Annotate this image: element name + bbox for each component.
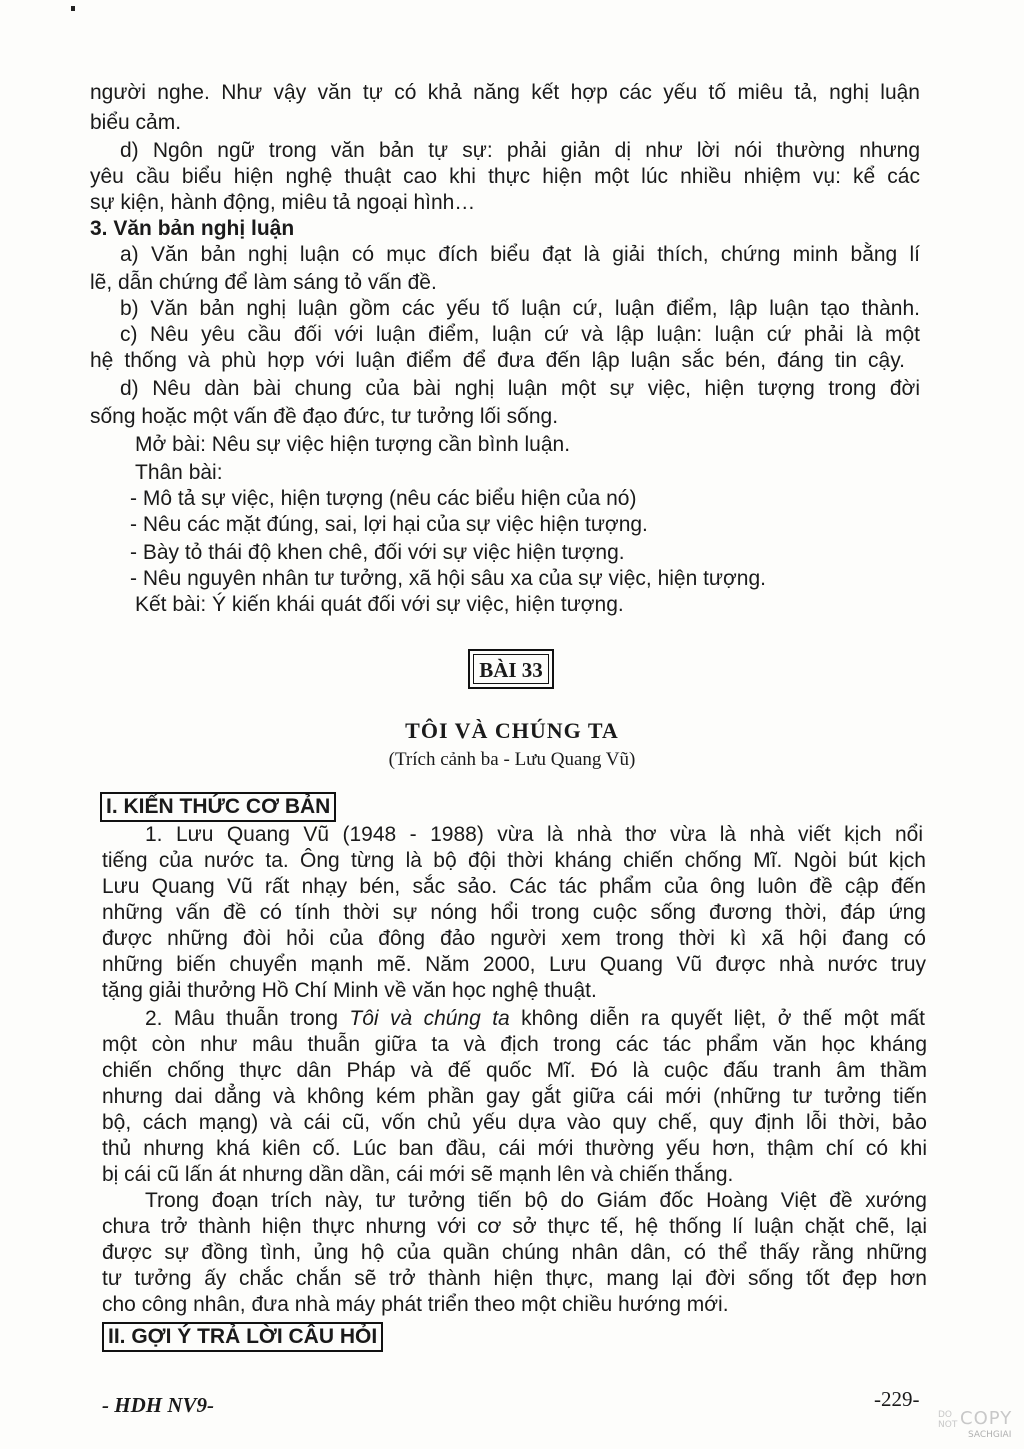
text-line: bị cái cũ lấn át nhưng dần dần, cái mới sẽ mạnh lên và chiến thắng.	[102, 1163, 734, 1186]
lesson-subtitle: (Trích cảnh ba - Lưu Quang Vũ)	[388, 749, 636, 770]
text-line: tặng giải thưởng Hồ Chí Minh về văn học nghệ thuật.	[102, 979, 597, 1002]
watermark-not: NOT	[938, 1420, 958, 1430]
text-line: một còn như mâu thuẫn giữa ta và địch trong các tác phẩm văn học kháng	[102, 1033, 927, 1056]
text-line: được những đòi hỏi của đông đảo người xem trong thời kì xã hội đang có	[102, 927, 926, 950]
text-line: bộ, cách mạng) và cái cũ, vốn chủ yếu dựa vào quy chế, quy định lỗi thời, bảo	[102, 1111, 927, 1134]
text-line: tiếng của nước ta. Ông từng là bộ đội thời kháng chiến chống Mĩ. Ngòi bút kịch	[102, 849, 926, 872]
text-line: Trong đoạn trích này, tư tưởng tiến bộ do Giám đốc Hoàng Việt đề xướng	[145, 1189, 927, 1212]
text-line: Kết bài: Ý kiến khái quát đối với sự việc, hiện tượng.	[135, 593, 624, 616]
lesson-title: TÔI VÀ CHÚNG TA	[405, 718, 619, 743]
text-line: người nghe. Như vậy văn tự có khả năng kết hợp các yếu tố miêu tả, nghị luận	[90, 81, 920, 104]
footer-book-code: - HDH NV9-	[102, 1393, 214, 1417]
text-line: những vấn đề có tính thời sự nóng hổi trong cuộc sống đương thời, đáp ứng	[102, 901, 926, 924]
text-line: chiến chống thực dân Pháp và đế quốc Mĩ. Đó là cuộc đấu tranh âm thầm	[102, 1059, 927, 1082]
text-line: - Mô tả sự việc, hiện tượng (nêu các biểu hiện của nó)	[130, 487, 637, 510]
text-line: d) Ngôn ngữ trong văn bản tự sự: phải giản dị như lời nói thường nhưng	[120, 139, 920, 162]
text-run: 2. Mâu thuẫn trong	[145, 1007, 350, 1030]
text-line: lẽ, dẫn chứng để làm sáng tỏ vấn đề.	[90, 271, 437, 294]
text-line: - Nêu nguyên nhân tư tưởng, xã hội sâu xa của sự việc, hiện tượng.	[130, 567, 766, 590]
text-line: sống hoặc một vấn đề đạo đức, tư tưởng lối sống.	[90, 405, 559, 428]
text-line: yêu cầu biểu hiện nghệ thuật cao khi thực hiện một lúc nhiều nhiệm vụ: kể các	[90, 165, 920, 188]
text-line: những biến chuyển mạnh mẽ. Năm 2000, Lưu Quang Vũ được nhà nước truy	[102, 953, 926, 976]
text-line: hệ thống và phù hợp với luận điểm để đưa đến lập luận sắc bén, đáng tin cậy.	[90, 349, 905, 372]
text-line: c) Nêu yêu cầu đối với luận điểm, luận cứ và lập luận: luận cứ phải là một	[120, 323, 920, 346]
text-line: cho công nhân, đưa nhà máy phát triển theo một chiều hướng mới.	[102, 1293, 729, 1316]
text-line: Mở bài: Nêu sự việc hiện tượng cần bình luận.	[135, 433, 571, 456]
text-line: nhưng dai dẳng và không kém phần gay gắt giữa cái mới (những tư tưởng tiến	[102, 1085, 927, 1108]
lesson-label: BÀI 33	[473, 654, 549, 684]
text-line: tư tưởng ấy chắc chắn sẽ trở thành hiện thực, mang lại đời sống tốt đẹp hơn	[102, 1267, 927, 1290]
watermark-copy: COPY	[960, 1408, 1013, 1429]
text-line: - Nêu các mặt đúng, sai, lợi hại của sự việc hiện tượng.	[130, 513, 648, 536]
page-number: -229-	[874, 1387, 920, 1411]
text-line: sự kiện, hành động, miêu tả ngoại hình…	[90, 191, 476, 214]
text-line: - Bày tỏ thái độ khen chê, đối với sự việc hiện tượng.	[130, 541, 625, 564]
scan-mark	[71, 6, 75, 11]
text-line: 1. Lưu Quang Vũ (1948 - 1988) vừa là nhà thơ vừa là nhà viết kịch nổi	[145, 823, 923, 846]
watermark-do: DO	[938, 1410, 953, 1420]
text-line: biểu cảm.	[90, 111, 182, 134]
text-run: không diễn ra quyết liệt, ở thế một mất	[509, 1007, 925, 1030]
text-line	[145, 1006, 925, 1032]
text-line: a) Văn bản nghị luận có mục đích biểu đạt là giải thích, chứng minh bằng lí	[120, 243, 920, 266]
text-line: Thân bài:	[135, 461, 223, 484]
text-line: b) Văn bản nghị luận gồm các yếu tố luận cứ, luận điểm, lập luận tạo thành.	[120, 297, 920, 320]
text-line: được sự đồng tình, ủng hộ của quần chúng nhân dân, có thể thấy rằng những	[102, 1241, 927, 1264]
copy-watermark	[938, 1408, 1013, 1444]
section-heading-1: I. KIẾN THỨC CƠ BẢN	[100, 792, 336, 822]
text-line: chưa trở thành hiện thực nhưng với cơ sở thực tế, hệ thống lí luận chặt chẽ, lại	[102, 1215, 927, 1238]
section-heading-3: 3. Văn bản nghị luận	[90, 217, 295, 240]
watermark-brand: SACHGIAI	[968, 1430, 1012, 1440]
text-line: Lưu Quang Vũ rất nhạy bén, sắc sảo. Các tác phẩm của ông luôn đề cập đến	[102, 875, 926, 898]
section-heading-2: II. GỢI Ý TRẢ LỜI CÂU HỎI	[102, 1322, 383, 1352]
text-line: d) Nêu dàn bài chung của bài nghị luận một sự việc, hiện tượng trong đời	[120, 377, 920, 400]
work-title: Tôi và chúng ta	[349, 1007, 510, 1030]
lesson-label-box	[468, 649, 554, 689]
text-line: thủ nhưng khá kiên cố. Lúc ban đầu, cái mới thường yếu hơn, thậm chí có khi	[102, 1137, 927, 1160]
